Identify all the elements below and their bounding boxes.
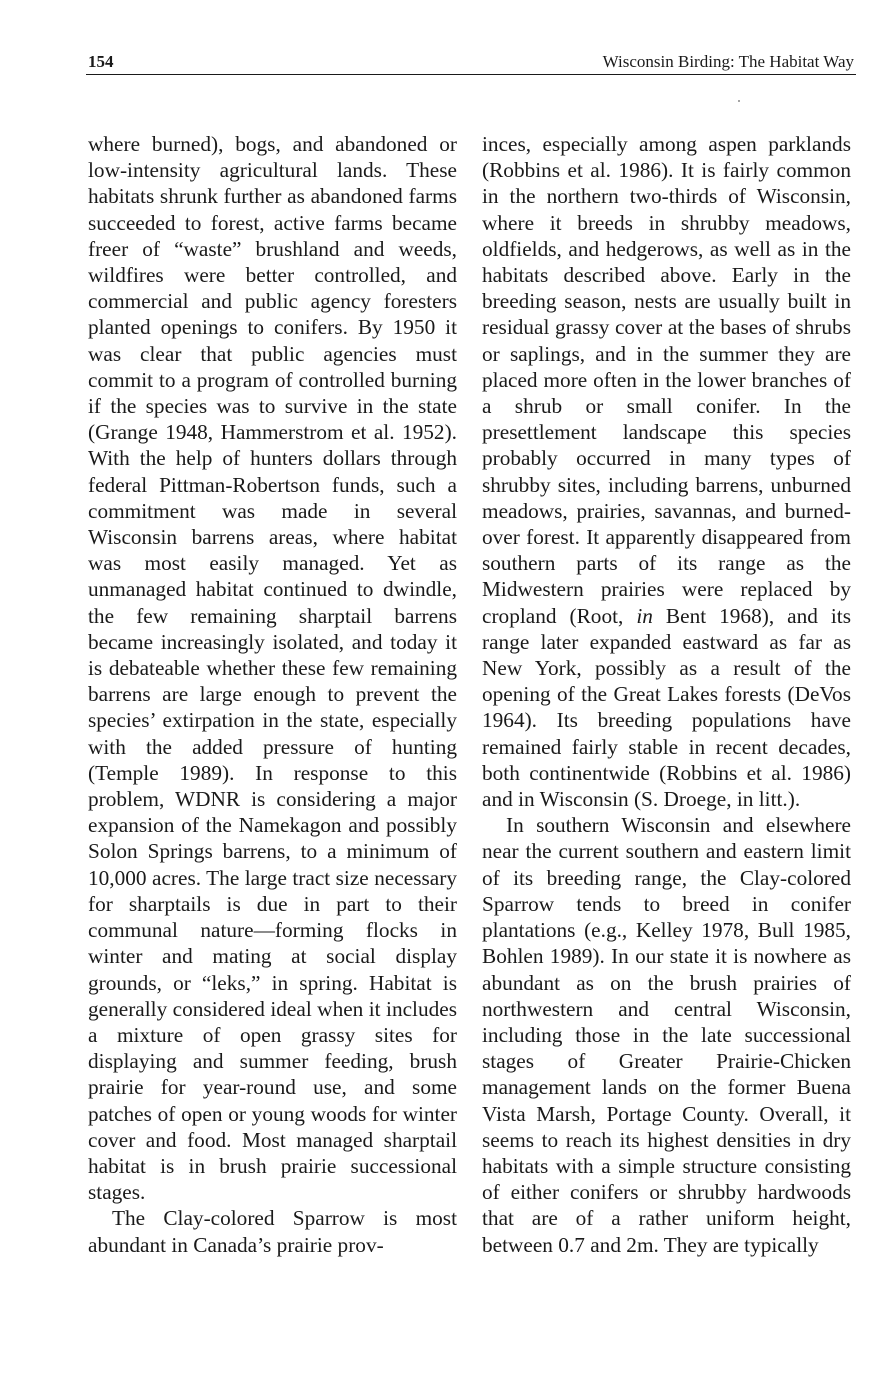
right-paragraph-2: In southern Wisconsin and elsewhere near the current southern and eastern limit of its breeding range, the Clay-colored Sparrow tends to breed in conifer plantations (e.g., Kelley 1978, Bull 1985, Bohlen 1989). In our state it is nowhere as abundant as on the brush prairies of northwestern and central Wisconsin, including those in the late successional stages of Greater Prairie-Chicken management lands on the former Buena Vista Marsh, Portage County. Overall, it seems to reach its highest densities in dry habitats with a simple structure consisting of either conifers or shrubby hardwoods that are of a rather uniform height, between 0.7 and 2m. They are typically [482, 813, 851, 1257]
left-paragraph-1: where burned), bogs, and abandoned or low-intensity agricultural lands. These habitats shrunk further as abandoned farms succeeded to forest, active farms became freer of “waste” brushland and weeds, wildfires were better controlled, and commercial and public agency foresters planted openings to conifers. By 1950 it was clear that public agencies must commit to a program of controlled burning if the species was to survive in the state (Grange 1948, Hammerstrom et al. 1952). With the help of hunters dollars through federal Pittman-Robertson funds, such a commitment was made in several Wisconsin barrens areas, where habitat was most easily managed. Yet as unmanaged habitat continued to dwindle, the few remaining sharptail barrens became increasingly isolated, and today it is debateable whether these few remaining barrens are large enough to prevent the species’ extirpation in the state, especially with the added pressure of hunting (Temple 1989). In response to this problem, WDNR is considering a major expansion of the Namekagon and possibly Solon Springs barrens, to a minimum of 10,000 acres. The large tract size necessary for sharptails is due in part to their communal nature—forming flocks in winter and mating at social display grounds, or “leks,” in spring. Habitat is generally considered ideal when it includes a mixture of open grassy sites for displaying and summer feeding, brush prairie for year-round use, and some patches of open or young woods for winter cover and food. Most managed sharptail habitat is in brush prairie successional stages. [88, 132, 457, 1205]
page-number: 154 [88, 52, 114, 71]
right-paragraph-1-text-a: inces, especially among aspen parklands (Robbins et al. 1986). It is fairly common in the northern two-thirds of Wisconsin, where it breeds in shrubby meadows, oldfields, and hedgerows, as well as in the habitats described above. Early in the breeding season, nests are usually built in residual grassy cover at the bases of shrubs or saplings, and in the summer they are placed more often in the lower branches of a shrub or small conifer. In the presettlement landscape this species probably occurred in many types of shrubby sites, including barrens, unburned meadows, prairies, savannas, and burned-over forest. It apparently disappeared from southern parts of its range as the Midwestern prairies were replaced by cropland (Root, [482, 132, 851, 628]
right-paragraph-1-italic: in [636, 603, 653, 628]
print-speck [738, 100, 740, 102]
right-paragraph-1 [482, 131, 851, 812]
page-header [88, 46, 854, 72]
header-rule [86, 74, 856, 75]
running-title: Wisconsin Birding: The Habitat Way [602, 52, 854, 71]
left-column [88, 131, 457, 1258]
right-paragraph-1-text-b: Bent 1968), and its range later expanded eastward as far as New York, possibly as a result of the opening of the Great Lakes forests (DeVos 1964). Its breeding populations have remained fairly stable in recent decades, both continentwide (Robbins et al. 1986) and in Wisconsin (S. Droege, in litt.). [482, 603, 852, 812]
left-paragraph-2: The Clay-colored Sparrow is most abundant in Canada’s prairie prov- [88, 1206, 457, 1257]
right-column [482, 131, 851, 1258]
